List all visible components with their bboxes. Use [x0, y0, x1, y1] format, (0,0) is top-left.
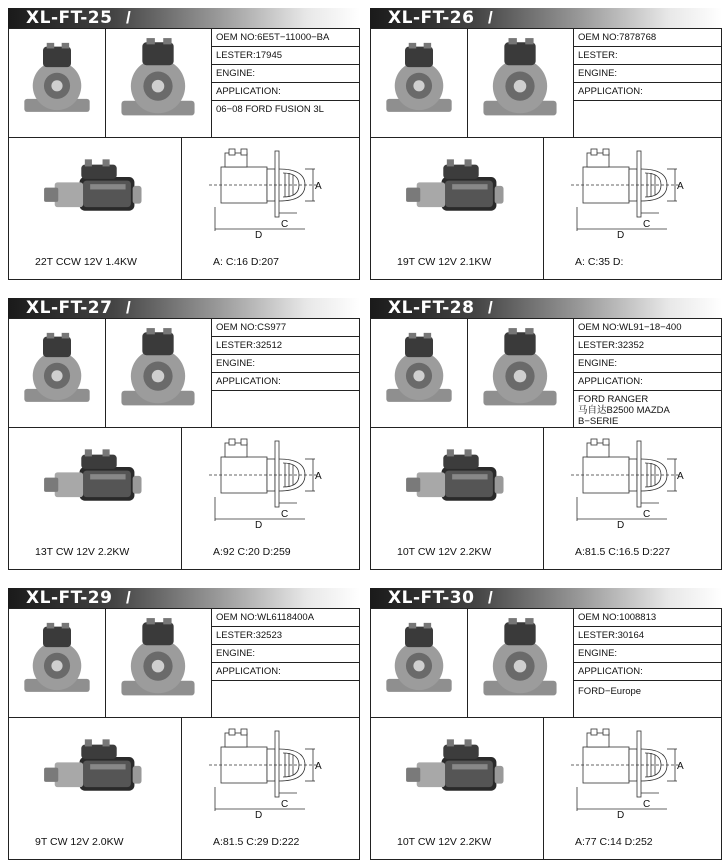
- application-line: [578, 104, 722, 115]
- application-line: FORD−Europe: [578, 686, 642, 697]
- starter-front-photo: [111, 615, 205, 716]
- application-value: [214, 394, 361, 405]
- svg-text:A: A: [315, 181, 322, 192]
- card-body: [8, 318, 360, 570]
- dimension-values: A:92 C:20 D:259: [213, 546, 291, 558]
- starter-specs: 13T CW 12V 2.2KW: [35, 546, 130, 558]
- svg-text:A: A: [315, 471, 322, 482]
- svg-text:D: D: [617, 230, 625, 239]
- card-header: [8, 588, 360, 608]
- model-number: XL-FT-26: [388, 8, 475, 28]
- model-number: XL-FT-30: [388, 588, 475, 608]
- svg-text:C: C: [281, 509, 289, 520]
- product-card: [8, 588, 360, 860]
- lester-number: LESTER:32512: [212, 337, 359, 355]
- starter-assembly-photo: [399, 149, 523, 242]
- svg-text:D: D: [255, 810, 263, 819]
- svg-text:A: A: [677, 181, 684, 192]
- header-slash-icon: /: [126, 8, 131, 27]
- starter-assembly-photo: [399, 729, 523, 822]
- card-body: [370, 608, 722, 860]
- oem-number: OEM NO:WL6118400A: [212, 609, 359, 627]
- starter-side-photo: [377, 615, 461, 716]
- starter-side-photo: [377, 35, 461, 136]
- header-slash-icon: /: [488, 588, 493, 607]
- svg-text:C: C: [281, 219, 289, 230]
- dimension-diagram: [207, 147, 325, 244]
- starter-specs: 22T CCW 12V 1.4KW: [35, 256, 137, 268]
- dimension-values: A:81.5 C:16.5 D:227: [575, 546, 671, 558]
- header-slash-icon: /: [488, 298, 493, 317]
- card-body: [8, 608, 360, 860]
- dimension-diagram: [207, 727, 325, 824]
- application-label: APPLICATION:: [574, 663, 721, 681]
- dimension-values: A:77 C:14 D:252: [575, 836, 653, 848]
- model-number: XL-FT-29: [26, 588, 113, 608]
- application-line: FORD RANGER: [578, 394, 649, 405]
- starter-assembly-photo: [37, 149, 161, 242]
- starter-specs: 9T CW 12V 2.0KW: [35, 836, 124, 848]
- product-card: [8, 8, 360, 280]
- svg-text:A: A: [677, 761, 684, 772]
- engine: ENGINE:: [574, 355, 721, 373]
- svg-text:C: C: [643, 219, 651, 230]
- svg-text:D: D: [617, 520, 625, 529]
- card-body: [370, 28, 722, 280]
- model-number: XL-FT-25: [26, 8, 113, 28]
- card-header: [370, 298, 722, 318]
- dimension-diagram: [569, 147, 687, 244]
- application-label: APPLICATION:: [212, 373, 359, 391]
- product-card: [8, 298, 360, 570]
- lester-number: LESTER:17945: [212, 47, 359, 65]
- dimension-values: A: C:35 D:: [575, 256, 624, 268]
- starter-assembly-photo: [399, 439, 523, 532]
- model-number: XL-FT-28: [388, 298, 475, 318]
- svg-text:A: A: [677, 471, 684, 482]
- application-line: B−SERIE: [578, 416, 619, 427]
- lester-number: LESTER:32523: [212, 627, 359, 645]
- application-line: 马自达B2500 MAZDA: [578, 405, 670, 416]
- header-slash-icon: /: [488, 8, 493, 27]
- dimension-diagram: [207, 437, 325, 534]
- lester-number: LESTER:32352: [574, 337, 721, 355]
- engine: ENGINE:: [212, 355, 359, 373]
- dimension-diagram: [569, 437, 687, 534]
- application-line: 06−08 FORD FUSION 3L: [216, 104, 324, 115]
- application-line: [216, 394, 361, 405]
- application-value: [214, 104, 361, 115]
- starter-front-photo: [473, 325, 567, 426]
- oem-number: OEM NO:6E5T−11000−BA: [212, 29, 359, 47]
- lester-number: LESTER:: [574, 47, 721, 65]
- svg-text:C: C: [643, 509, 651, 520]
- card-header: [370, 588, 722, 608]
- header-slash-icon: /: [126, 298, 131, 317]
- card-header: [370, 8, 722, 28]
- product-card: [370, 8, 722, 280]
- starter-front-photo: [111, 325, 205, 426]
- starter-specs: 10T CW 12V 2.2KW: [397, 546, 492, 558]
- application-value: [576, 104, 722, 115]
- starter-side-photo: [377, 325, 461, 426]
- card-body: [8, 28, 360, 280]
- svg-text:C: C: [643, 799, 651, 810]
- dimension-values: A:81.5 C:29 D:222: [213, 836, 300, 848]
- application-label: APPLICATION:: [212, 83, 359, 101]
- engine: ENGINE:: [212, 65, 359, 83]
- starter-specs: 10T CW 12V 2.2KW: [397, 836, 492, 848]
- application-label: APPLICATION:: [574, 373, 721, 391]
- engine: ENGINE:: [574, 645, 721, 663]
- engine: ENGINE:: [574, 65, 721, 83]
- starter-front-photo: [473, 35, 567, 136]
- oem-number: OEM NO:CS977: [212, 319, 359, 337]
- model-number: XL-FT-27: [26, 298, 113, 318]
- application-label: APPLICATION:: [212, 663, 359, 681]
- starter-side-photo: [15, 35, 99, 136]
- engine: ENGINE:: [212, 645, 359, 663]
- starter-side-photo: [15, 325, 99, 426]
- dimension-values: A: C:16 D:207: [213, 256, 279, 268]
- product-card: [370, 298, 722, 570]
- card-body: [370, 318, 722, 570]
- oem-number: OEM NO:WL91−18−400: [574, 319, 721, 337]
- dimension-diagram: [569, 727, 687, 824]
- starter-front-photo: [473, 615, 567, 716]
- starter-front-photo: [111, 35, 205, 136]
- starter-assembly-photo: [37, 439, 161, 532]
- svg-text:D: D: [255, 230, 263, 239]
- starter-side-photo: [15, 615, 99, 716]
- lester-number: LESTER:30164: [574, 627, 721, 645]
- starter-assembly-photo: [37, 729, 161, 822]
- card-header: [8, 8, 360, 28]
- oem-number: OEM NO:7878768: [574, 29, 721, 47]
- card-header: [8, 298, 360, 318]
- svg-text:A: A: [315, 761, 322, 772]
- svg-text:D: D: [255, 520, 263, 529]
- application-label: APPLICATION:: [574, 83, 721, 101]
- oem-number: OEM NO:1008813: [574, 609, 721, 627]
- svg-text:D: D: [617, 810, 625, 819]
- application-value: [576, 394, 722, 427]
- header-slash-icon: /: [126, 588, 131, 607]
- application-value: [214, 684, 361, 695]
- product-card: [370, 588, 722, 860]
- application-line: [216, 684, 361, 695]
- svg-text:C: C: [281, 799, 289, 810]
- application-value: [576, 686, 722, 697]
- starter-specs: 19T CW 12V 2.1KW: [397, 256, 492, 268]
